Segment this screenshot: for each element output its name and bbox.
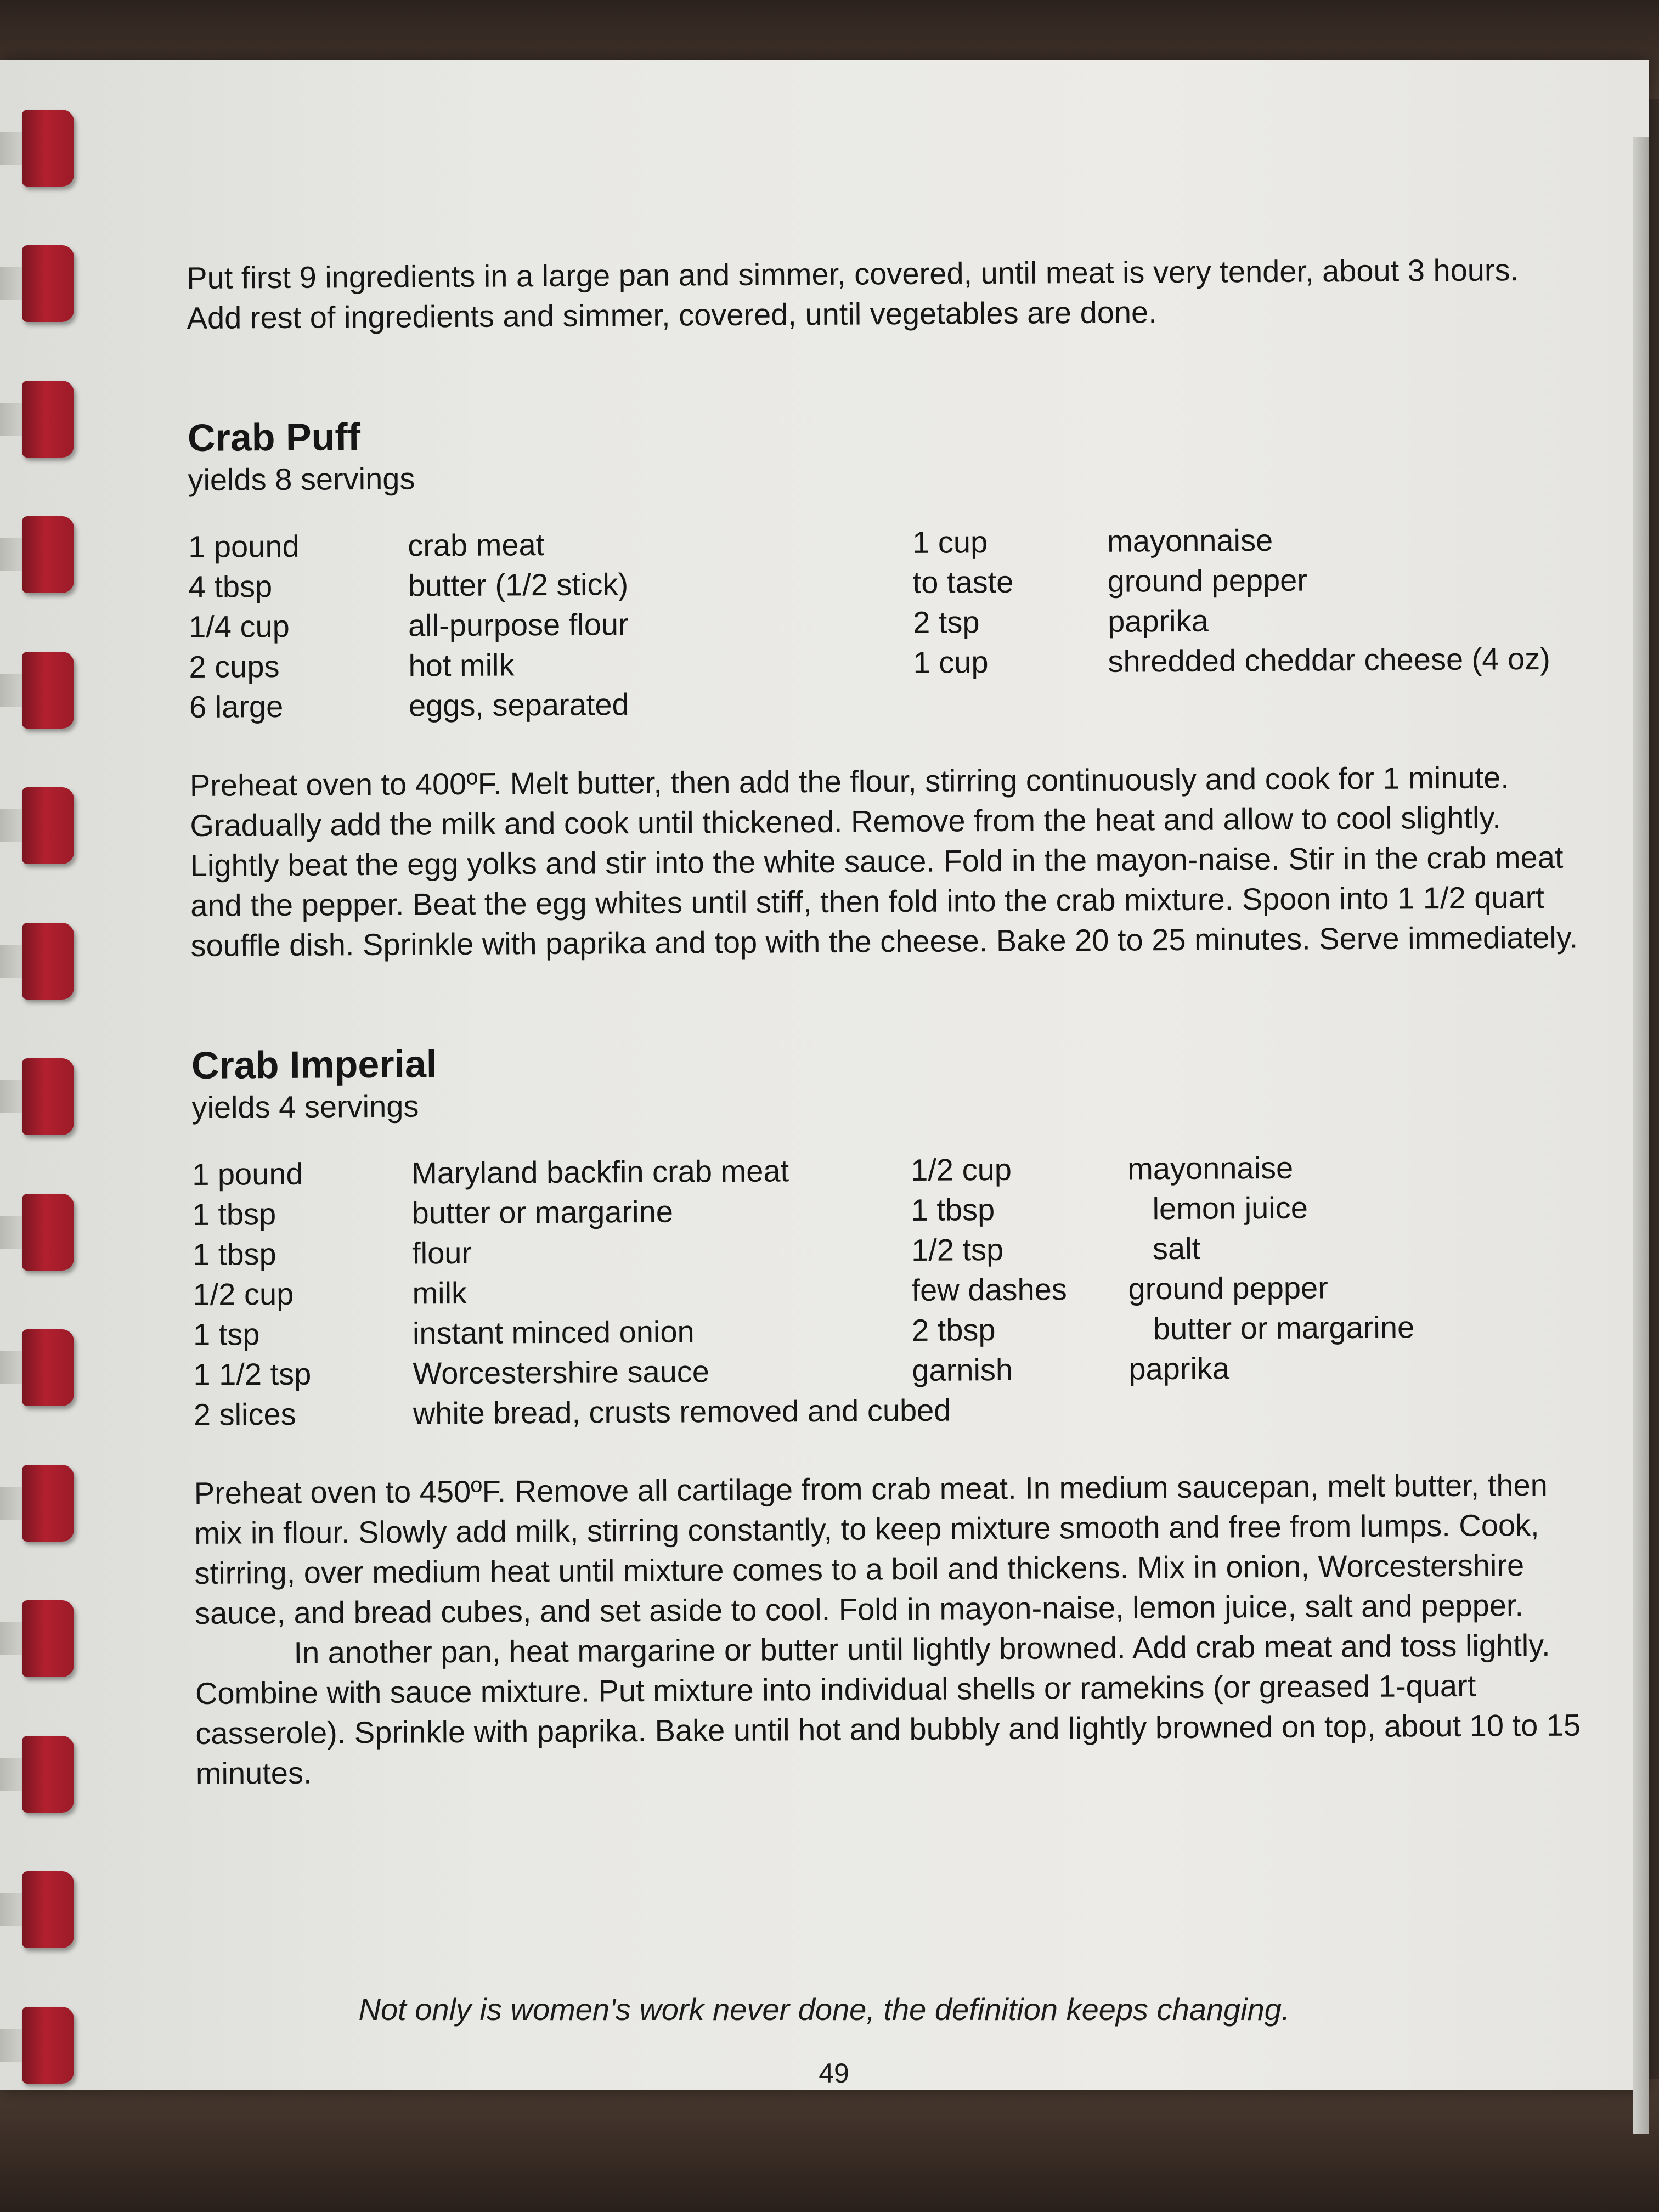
ingredient-item: butter or margarine	[411, 1194, 674, 1231]
recipe-directions: Preheat oven to 400ºF. Melt butter, then add the flour, stirring continuously and cook for 1 minute. Gradually add the milk and cook until thickened. Remove from the heat and allow to cool slightly. Lightly beat the egg yolks and stir into the white sauce. Fold in the mayon-naise. Stir in the crab meat and the pepper. Beat the egg whites until stiff, then fold into the crab mixture. Spoon into 1 1/2 quart souffle dish. Sprinkle with paprika and top with the cheese. Bake 20 to 25 minutes. Serve immediately.	[189, 760, 1578, 963]
ingredient-item: hot milk	[408, 647, 515, 683]
recipe-yield: yields 4 servings	[191, 1088, 419, 1125]
binding-ring	[0, 652, 77, 734]
ingredient-item: ground pepper	[1107, 562, 1308, 599]
ingredient-item: flour	[411, 1235, 472, 1271]
ingredient-item: all-purpose flour	[408, 607, 629, 643]
ingredient-item: lemon juice	[1152, 1190, 1308, 1226]
binding-ring	[0, 923, 77, 1005]
ingredient-row	[194, 1386, 1604, 1435]
ingredient-qty: 1/4 cup	[188, 608, 290, 644]
binding-ring	[0, 1058, 77, 1141]
page-number: 49	[819, 2058, 849, 2089]
ingredient-qty: 4 tbsp	[188, 569, 273, 604]
ingredient-qty: 1 tbsp	[192, 1197, 276, 1232]
ingredient-qty: 1 tbsp	[192, 1237, 276, 1272]
ingredient-qty: 1 tsp	[193, 1317, 260, 1352]
ingredient-item: mayonnaise	[1127, 1150, 1294, 1186]
footer-quote: Not only is women's work never done, the definition keeps changing.	[358, 1992, 1290, 2027]
recipe-directions: In another pan, heat margarine or butter until lightly browned. Add crab meat and toss lightly. Combine with sauce mixture. Put mixture into individual shells or ramekins (or greased 1-quart casserole). Sprinkle with paprika. Bake until hot and bubbly and lightly browned on top, about 10 to 15 minutes.	[195, 1627, 1581, 1791]
ingredient-item: butter (1/2 stick)	[408, 567, 629, 603]
ingredient-item: paprika	[1107, 603, 1209, 639]
ingredient-qty: 1 1/2 tsp	[193, 1356, 312, 1392]
table-background-bottom	[0, 2079, 1659, 2212]
ingredient-qty: 2 tsp	[912, 605, 980, 640]
intro-paragraph: Put first 9 ingredients in a large pan and simmer, covered, until meat is very tender, about 3 hours. Add rest of ingredients and simmer, covered, until vegetables are done.	[187, 252, 1519, 335]
ingredient-item: Maryland backfin crab meat	[411, 1153, 789, 1190]
binding-ring	[0, 1465, 77, 1547]
ingredient-qty: 1/2 cup	[910, 1152, 1012, 1187]
ingredient-item: instant minced onion	[412, 1314, 695, 1351]
ingredient-list	[188, 518, 1599, 727]
ingredient-qty: 2 cups	[189, 648, 280, 684]
ingredient-qty: 2 tbsp	[911, 1312, 996, 1347]
ingredient-item: paprika	[1128, 1351, 1230, 1386]
ingredient-qty: few dashes	[911, 1272, 1067, 1307]
binding-ring	[0, 245, 77, 328]
ingredient-qty: garnish	[912, 1352, 1013, 1387]
binding-ring	[0, 110, 77, 192]
recipe-crab-puff	[188, 406, 1601, 966]
recipe-yield: yields 8 servings	[188, 461, 415, 497]
ingredient-qty: 1 cup	[913, 645, 989, 680]
binding-ring	[0, 381, 77, 463]
ingredient-item: milk	[412, 1275, 467, 1311]
page-content	[187, 249, 1606, 1793]
ingredient-qty: 1 pound	[192, 1156, 303, 1192]
binding-ring	[0, 516, 77, 599]
ingredient-item: salt	[1152, 1231, 1201, 1266]
ingredient-item: crab meat	[408, 527, 545, 563]
ingredient-qty: 1 tbsp	[911, 1192, 995, 1227]
page-edge-stack	[1633, 137, 1649, 2134]
ingredient-qty: 6 large	[189, 689, 284, 724]
ingredient-qty: 1 cup	[912, 524, 988, 560]
ingredient-qty: 1 pound	[188, 528, 300, 564]
ingredient-item: white bread, crusts removed and cubed	[413, 1392, 951, 1431]
binding-ring	[0, 1600, 77, 1683]
binding-ring	[0, 1871, 77, 1954]
binding-ring	[0, 1194, 77, 1276]
ingredient-row	[189, 678, 1599, 727]
recipe-crab-imperial	[191, 1034, 1606, 1793]
recipe-title: Crab Puff	[187, 415, 361, 459]
binding-ring	[0, 1736, 77, 1818]
ingredient-list	[192, 1146, 1604, 1435]
ingredient-item: ground pepper	[1128, 1270, 1329, 1306]
ingredient-item: eggs, separated	[408, 687, 629, 723]
ingredient-qty: 1/2 cup	[193, 1276, 294, 1312]
binding-ring	[0, 1329, 77, 1412]
ingredient-item: butter or margarine	[1153, 1310, 1415, 1346]
ingredient-item: shredded cheddar cheese (4 oz)	[1108, 641, 1550, 679]
ingredient-qty: 1/2 tsp	[911, 1232, 1004, 1267]
recipe-directions: Preheat oven to 450ºF. Remove all cartilage from crab meat. In medium saucepan, melt butter, then mix in flour. Slowly add milk, stirring constantly, to keep mixture smooth and free from lumps. Cook, stirring, over medium heat until mixture comes to a boil and thickens. Mix in onion, Worcestershire sauce, and bread cubes, and set aside to cool. Fold in mayon-naise, lemon juice, salt and pepper.	[194, 1467, 1548, 1630]
recipe-title: Crab Imperial	[191, 1042, 437, 1087]
cookbook-page	[0, 60, 1649, 2090]
ingredient-qty: 2 slices	[193, 1396, 296, 1432]
ingredient-item: Worcestershire sauce	[413, 1354, 710, 1391]
binding-ring	[0, 787, 77, 870]
ingredient-qty: to taste	[912, 564, 1014, 600]
ingredient-item: mayonnaise	[1107, 522, 1273, 558]
